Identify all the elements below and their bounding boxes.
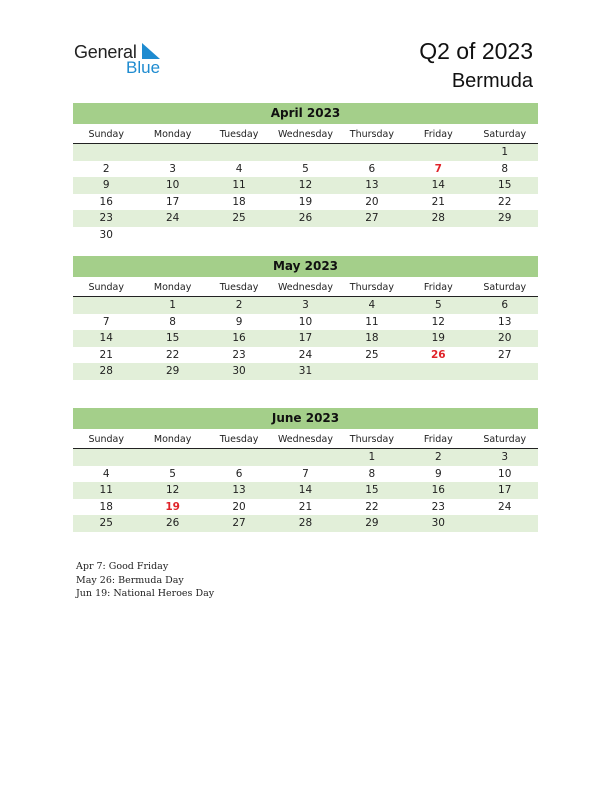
- week-row: [73, 297, 538, 314]
- day-cell: [139, 449, 205, 466]
- day-cell: 6: [235, 467, 243, 480]
- day-cell: 7: [102, 315, 110, 328]
- week-row: [73, 194, 538, 211]
- weekday-label: Wednesday: [277, 282, 333, 293]
- day-cell: 17: [298, 332, 313, 345]
- day-cell: 12: [165, 484, 180, 497]
- day-cell: 4: [102, 467, 110, 480]
- weekday-label: Saturday: [483, 434, 527, 445]
- day-cell: 15: [498, 179, 512, 192]
- logo-blue-text: Blue: [126, 58, 161, 77]
- day-cell: [339, 227, 405, 244]
- day-cell: [472, 363, 538, 380]
- week-row: [73, 515, 538, 532]
- day-cell: 4: [235, 162, 243, 175]
- day-cell: 7: [302, 467, 309, 480]
- weekday-label: Saturday: [483, 129, 527, 140]
- day-cell: 21: [99, 348, 113, 361]
- weekday-label: Tuesday: [219, 282, 259, 293]
- week-row: [73, 227, 538, 244]
- day-cell: [405, 227, 471, 244]
- day-cell: 14: [99, 332, 113, 345]
- holiday-note: May 26: Bermuda Day: [76, 574, 184, 586]
- day-cell: 22: [165, 348, 180, 361]
- month-header: May 2023: [73, 256, 538, 277]
- page-subtitle: Bermuda: [451, 70, 533, 92]
- day-cell: 19: [298, 195, 313, 208]
- day-cell: [405, 144, 471, 161]
- month-header: April 2023: [73, 103, 538, 124]
- day-cell: 24: [298, 348, 313, 361]
- day-cell: 8: [368, 467, 376, 480]
- day-cell: 13: [498, 315, 512, 328]
- day-cell: 20: [365, 195, 379, 208]
- day-cell: [206, 449, 272, 466]
- day-cell: 5: [169, 467, 176, 480]
- day-cell: [73, 449, 139, 466]
- day-cell: 16: [232, 332, 246, 345]
- week-row: [73, 144, 538, 161]
- week-row: [73, 177, 538, 194]
- day-cell: 27: [232, 517, 246, 530]
- day-cell: 23: [431, 500, 445, 513]
- week-row: [73, 449, 538, 466]
- day-cell: 17: [165, 195, 180, 208]
- day-cell: [139, 227, 205, 244]
- weekday-header-row: [73, 279, 538, 297]
- day-cell: 15: [165, 332, 180, 345]
- day-cell: 11: [232, 179, 246, 192]
- day-cell: 10: [498, 467, 512, 480]
- week-row: [73, 210, 538, 227]
- day-cell: 17: [498, 484, 512, 497]
- day-cell: 27: [498, 348, 512, 361]
- day-cell: 18: [232, 195, 246, 208]
- day-cell: 22: [498, 195, 512, 208]
- weekday-label: Friday: [423, 434, 453, 445]
- holiday-note: Apr 7: Good Friday: [76, 561, 169, 572]
- page-title: Q2 of 2023: [419, 38, 533, 64]
- day-cell: 23: [232, 348, 246, 361]
- logo-flag-icon: [140, 43, 162, 59]
- day-cell: [339, 363, 405, 380]
- week-row: [73, 363, 538, 380]
- day-cell: 24: [498, 500, 512, 513]
- week-row: [73, 466, 538, 483]
- holiday-note: Jun 19: National Heroes Day: [76, 588, 215, 599]
- weekday-label: Monday: [153, 434, 192, 445]
- day-cell: 18: [99, 500, 113, 513]
- day-cell: 28: [99, 365, 113, 378]
- weekday-label: Sunday: [88, 434, 124, 445]
- week-row: [73, 314, 538, 331]
- day-cell: [339, 144, 405, 161]
- day-cell: 13: [232, 484, 246, 497]
- week-row: [73, 347, 538, 364]
- weekday-label: Wednesday: [277, 129, 333, 140]
- weekday-label: Thursday: [349, 282, 394, 293]
- day-cell: 9: [235, 315, 243, 328]
- weekday-label: Friday: [423, 129, 453, 140]
- day-cell: 3: [169, 162, 176, 175]
- weekday-label: Sunday: [88, 282, 124, 293]
- weekday-header-row: [73, 431, 538, 449]
- day-cell: [272, 449, 338, 466]
- day-cell: 28: [298, 517, 313, 530]
- day-cell: 21: [298, 500, 313, 513]
- day-cell: 10: [165, 179, 180, 192]
- weekday-label: Saturday: [483, 282, 527, 293]
- weekday-label: Thursday: [349, 434, 394, 445]
- day-cell: [272, 144, 338, 161]
- day-cell: 5: [302, 162, 309, 175]
- day-cell: 20: [232, 500, 246, 513]
- day-cell: 29: [498, 212, 512, 225]
- day-cell: [73, 297, 139, 314]
- holiday-day-cell: 19: [165, 500, 180, 513]
- week-row: [73, 482, 538, 499]
- week-row: [73, 161, 538, 178]
- holiday-day-cell: 7: [434, 162, 442, 175]
- day-cell: 24: [165, 212, 180, 225]
- day-cell: 2: [102, 162, 110, 175]
- day-cell: 30: [99, 228, 113, 241]
- day-cell: 19: [431, 332, 445, 345]
- day-cell: 22: [365, 500, 379, 513]
- holiday-day-cell: 26: [431, 348, 446, 361]
- day-cell: [472, 227, 538, 244]
- day-cell: 28: [431, 212, 445, 225]
- day-cell: [73, 144, 139, 161]
- day-cell: 11: [99, 484, 113, 497]
- weekday-label: Tuesday: [219, 129, 259, 140]
- day-cell: 1: [169, 299, 176, 311]
- day-cell: 1: [368, 451, 376, 463]
- month-calendar-april: [73, 103, 538, 244]
- day-cell: 13: [365, 179, 379, 192]
- day-cell: 15: [365, 484, 379, 497]
- day-cell: 4: [368, 299, 376, 311]
- day-cell: 27: [365, 212, 379, 225]
- weekday-label: Thursday: [349, 129, 394, 140]
- weekday-label: Sunday: [88, 129, 124, 140]
- day-cell: 14: [298, 484, 313, 497]
- day-cell: [206, 144, 272, 161]
- day-cell: 18: [365, 332, 379, 345]
- day-cell: 30: [232, 365, 246, 378]
- day-cell: 8: [501, 162, 509, 175]
- day-cell: 6: [368, 162, 376, 175]
- day-cell: 6: [501, 299, 509, 311]
- day-cell: 3: [501, 451, 509, 463]
- weekday-label: Monday: [153, 129, 192, 140]
- day-cell: 16: [99, 195, 113, 208]
- day-cell: 3: [302, 299, 309, 311]
- day-cell: 2: [235, 299, 243, 311]
- weekday-label: Friday: [423, 282, 453, 293]
- day-cell: 29: [365, 517, 379, 530]
- day-cell: 2: [434, 451, 442, 463]
- day-cell: 30: [431, 517, 445, 530]
- day-cell: 11: [365, 315, 379, 328]
- day-cell: 16: [431, 484, 445, 497]
- day-cell: 23: [99, 212, 113, 225]
- day-cell: 5: [434, 299, 442, 311]
- day-cell: 25: [232, 212, 246, 225]
- day-cell: 9: [434, 467, 442, 480]
- logo-general-text: General: [74, 42, 137, 62]
- day-cell: 12: [431, 315, 445, 328]
- day-cell: 26: [165, 517, 180, 530]
- day-cell: 9: [102, 179, 110, 192]
- day-cell: 25: [365, 348, 379, 361]
- month-calendar-june: [73, 408, 538, 532]
- day-cell: [272, 227, 338, 244]
- day-cell: 10: [298, 315, 313, 328]
- day-cell: 12: [298, 179, 313, 192]
- weekday-label: Wednesday: [277, 434, 333, 445]
- day-cell: [139, 144, 205, 161]
- holiday-notes: [76, 560, 214, 601]
- day-cell: 14: [431, 179, 445, 192]
- day-cell: [206, 227, 272, 244]
- day-cell: 31: [298, 365, 313, 378]
- day-cell: 1: [501, 146, 509, 158]
- weekday-label: Monday: [153, 282, 192, 293]
- day-cell: 8: [169, 315, 176, 328]
- day-cell: 20: [498, 332, 512, 345]
- week-row: [73, 499, 538, 516]
- day-cell: [405, 363, 471, 380]
- day-cell: 21: [431, 195, 445, 208]
- day-cell: 26: [298, 212, 313, 225]
- weekday-header-row: [73, 126, 538, 144]
- week-row: [73, 330, 538, 347]
- month-calendar-may: [73, 256, 538, 380]
- weekday-label: Tuesday: [219, 434, 259, 445]
- month-header: June 2023: [73, 408, 538, 429]
- day-cell: 29: [165, 365, 180, 378]
- day-cell: [472, 515, 538, 532]
- logo: [74, 42, 184, 78]
- day-cell: 25: [99, 517, 113, 530]
